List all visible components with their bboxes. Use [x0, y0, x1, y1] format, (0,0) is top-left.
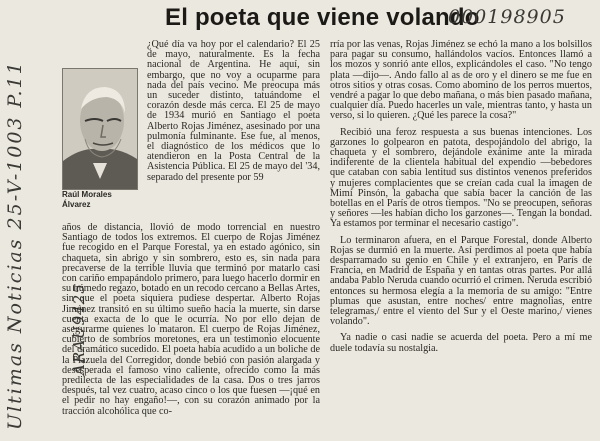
article-paragraph: rría por las venas, Rojas Jiménez se echó la mano a los bolsillos para pagar su consumo, hallándolos vacíos. Entonces llamó a los mozos y sonrió ante ellos, explicándoles el caso. "No tengo plata —dijo—. Ando fallo al as de oro y el dinero se me fue en otros sitios y otras cosas. Como abomino de los perros muertos, vendré a pagar lo que debo mañana, o más bien pasado mañana, cualquier día. Puedo hacerles un vale, mientras tanto, y hasta un verso, si lo quieren. ¿Qué les parece la cosa?": [330, 39, 592, 122]
source-date-handwritten: Ultimas Noticias 25-V-1003 P.11: [4, 60, 26, 430]
author-photo: [62, 68, 138, 190]
clipping-id-handwritten: 000198905: [448, 6, 566, 28]
article-text: ¿Qué día va hoy por el calendario? El 25 de mayo, naturalmente. Es la fecha nacional de Argentina. He aquí, sin embargo, que no voy a ocuparme para nada del país vecino. Me preocupa más un suceder distinto, tatuándome el corazón desde más cerca. El 25 de mayo de 1934 murió en Santiago el poeta Alberto Rojas Jiménez, asesinado por una pulmonía fulminante. Ese fue, al menos, el diagnóstico de los médicos que lo atendieron en la Posta Central de la Asistencia Pública. El 25 de mayo del '34, separado del presente por 59: [147, 39, 320, 183]
headline: El poeta que viene volando: [165, 4, 480, 31]
article-paragraph: Lo terminaron afuera, en el Parque Forestal, donde Alberto Rojas se durmió en la muerte. Así perdimos al poeta que había desparramado su genio en Chile y el extranjero, en París de Francia, en Madrid de España y en tantas otras partes. Por allá andaba Pablo Neruda cuando ocurrió el crimen. Neruda escribió entonces su hermosa elegía a la memoria de su amigo: "Entre plumas que asustan, entre noches/ entre magnolias, entre telegramas,/ entre el viento del Sur y el Oeste marino,/ vienes volando".: [330, 234, 592, 328]
article-column-2: [330, 40, 592, 354]
article-column-1-top: [147, 40, 320, 183]
article-column-1-bottom: [62, 223, 320, 417]
article-text: años de distancia, llovió de modo torrencial en nuestro Santiago de todos los extremos. El cuerpo de Rojas Jiménez fue recogido en el Parque Forestal, ya en estado agónico, sin chaqueta, sin abrigo y sin sombrero, esto es, sin nada para precaverse de la terrible lluvia que terminó por matarlo casi con cariño empapándolo primero, para luego hacerlo dormir en su húmedo regazo, botado en un recodo cercano a Bellas Artes, sin que el poeta siquiera pudiese despertar. Alberto Rojas Jiménez transitó en su último sueño hacia la muerte, sin darse cuenta exacta de lo que le ocurría. No por ello dejan de asegurarme quienes lo mataron. El cuerpo de Rojas Jiménez, cubierto de sombríos moretones, era un testimonio elocuente del dramático sucedido. El poeta había acudido a un boliche de la Plazuela del Corregidor, donde bebió con pasión alargada y desesperada el famoso vino caliente, ofrecido como la más predilecta de las especialidades de la casa. Dos o tres jarros después, tal vez cuatro, acaso cinco o los que fuesen —¡qué en el pedir no hay engaño!—, con su corazón animado por la tracción alcohólica que co-: [62, 222, 320, 417]
archive-code-handwritten: ARAU9425: [70, 283, 88, 375]
article-paragraph: Recibió una feroz respuesta a sus buenas intenciones. Los garzones lo golpearon en patota, despojándolo del abrigo, la chaqueta y el sombrero, dejándole exánime ante la mirada indiferente de la clientela habitual del expendio —bebedores que cataban con sabia lentitud sus distintos venenos preferidos y mujeres complacientes que se creían cada cual la imagen de Mimí Pinsón, la gabacha que sabía bacer la canción de las botellas en el París de otros tiempos. "No se preocupen, señoras y señores —les habían dicho los garzones—. Tengan la bondad. Ya estamos por terminar el necesario castigo".: [330, 126, 592, 230]
author-portrait-illustration: [63, 69, 137, 189]
photo-caption: Raúl Morales Álvarez: [62, 190, 112, 209]
article-paragraph: Ya nadie o casi nadie se acuerda del poeta. Pero a mí me duele todavía su nostalgia.: [330, 332, 592, 354]
